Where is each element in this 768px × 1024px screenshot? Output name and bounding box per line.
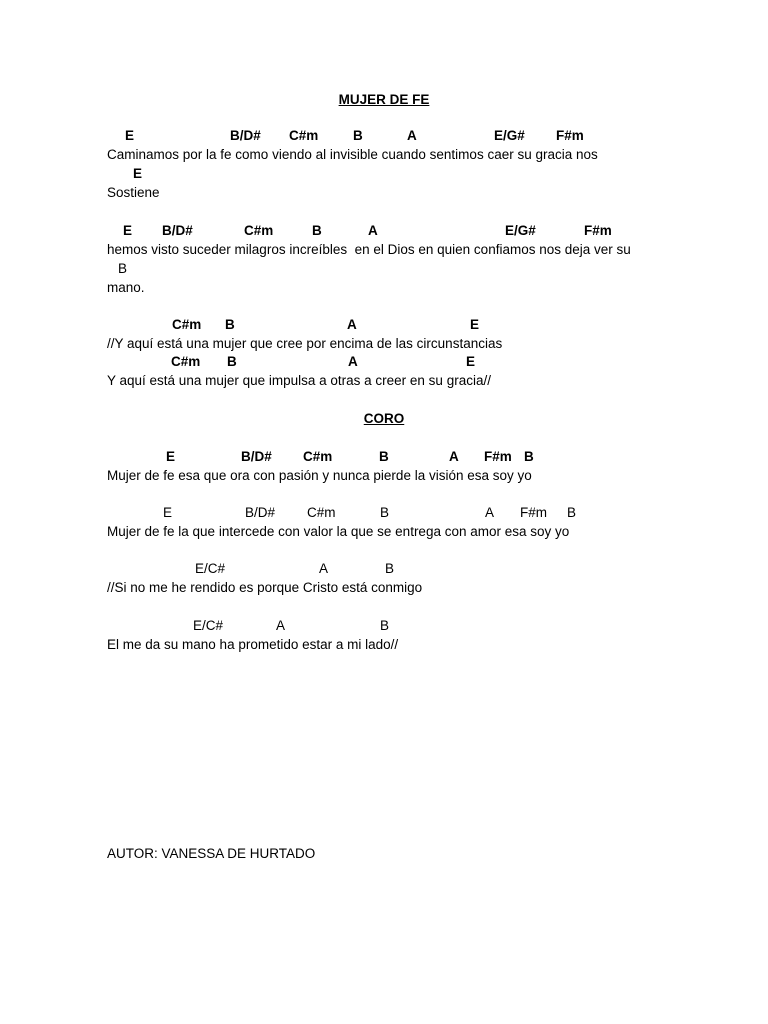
lyric-line: Mujer de fe esa que ora con pasión y nunca pierde la visión esa soy yo	[107, 468, 532, 483]
chord-symbol: C#m	[172, 317, 202, 332]
chord-symbol: F#m	[520, 505, 547, 520]
chord-symbol: F#m	[484, 449, 512, 464]
chord-symbol: A	[449, 449, 459, 464]
chord-symbol: A	[407, 128, 417, 143]
chord-symbol: E/C#	[195, 561, 226, 576]
chord-symbol: E	[163, 505, 173, 520]
chord-symbol: B	[567, 505, 577, 520]
chord-symbol: E/G#	[505, 223, 536, 238]
chord-symbol: B	[118, 261, 128, 276]
lyric-line: Caminamos por la fe como viendo al invisible cuando sentimos caer su gracia nos	[107, 147, 598, 162]
chord-symbol: F#m	[584, 223, 612, 238]
lyric-line: hemos visto suceder milagros increíbles en el Dios en quien confiamos nos deja ver su	[107, 242, 631, 257]
chord-symbol: B	[379, 449, 389, 464]
song-title: MUJER DE FE	[338, 92, 430, 107]
chord-symbol: B	[380, 618, 390, 633]
chord-symbol: B	[353, 128, 363, 143]
chord-symbol: A	[348, 354, 358, 369]
chord-symbol: B/D#	[162, 223, 193, 238]
chord-symbol: B	[385, 561, 395, 576]
chord-symbol: E	[123, 223, 133, 238]
lyric-line: El me da su mano ha prometido estar a mi lado//	[107, 637, 399, 652]
chord-symbol: C#m	[307, 505, 336, 520]
chord-symbol: F#m	[556, 128, 584, 143]
chord-symbol: E	[133, 166, 143, 181]
lyric-line: //Si no me he rendido es porque Cristo está conmigo	[107, 580, 423, 595]
lyric-line: mano.	[107, 280, 145, 295]
chord-symbol: C#m	[289, 128, 319, 143]
chord-symbol: B	[312, 223, 322, 238]
chord-symbol: B/D#	[245, 505, 276, 520]
song-author: AUTOR: VANESSA DE HURTADO	[107, 846, 316, 861]
lyric-line: Mujer de fe la que intercede con valor la que se entrega con amor esa soy yo	[107, 524, 570, 539]
chord-symbol: A	[319, 561, 329, 576]
chorus-heading: CORO	[363, 411, 405, 426]
chord-symbol: B	[227, 354, 237, 369]
chord-symbol: B	[225, 317, 235, 332]
chord-symbol: E	[125, 128, 135, 143]
chord-symbol: E	[470, 317, 480, 332]
chord-symbol: A	[347, 317, 357, 332]
chord-symbol: B/D#	[241, 449, 272, 464]
lyric-line: Y aquí está una mujer que impulsa a otras a creer en su gracia//	[107, 373, 491, 388]
lyric-line: //Y aquí está una mujer que cree por encima de las circunstancias	[107, 336, 503, 351]
chord-symbol: E	[166, 449, 176, 464]
chord-symbol: E/C#	[193, 618, 224, 633]
chord-symbol: A	[276, 618, 286, 633]
chord-symbol: A	[368, 223, 378, 238]
chord-symbol: C#m	[171, 354, 201, 369]
chord-symbol: E/G#	[494, 128, 525, 143]
chord-symbol: B	[380, 505, 390, 520]
chord-symbol: C#m	[303, 449, 333, 464]
chord-symbol: E	[466, 354, 476, 369]
chord-symbol: A	[485, 505, 495, 520]
chord-symbol: C#m	[244, 223, 274, 238]
chord-symbol: B/D#	[230, 128, 261, 143]
chord-symbol: B	[524, 449, 534, 464]
lyric-line: Sostiene	[107, 185, 160, 200]
